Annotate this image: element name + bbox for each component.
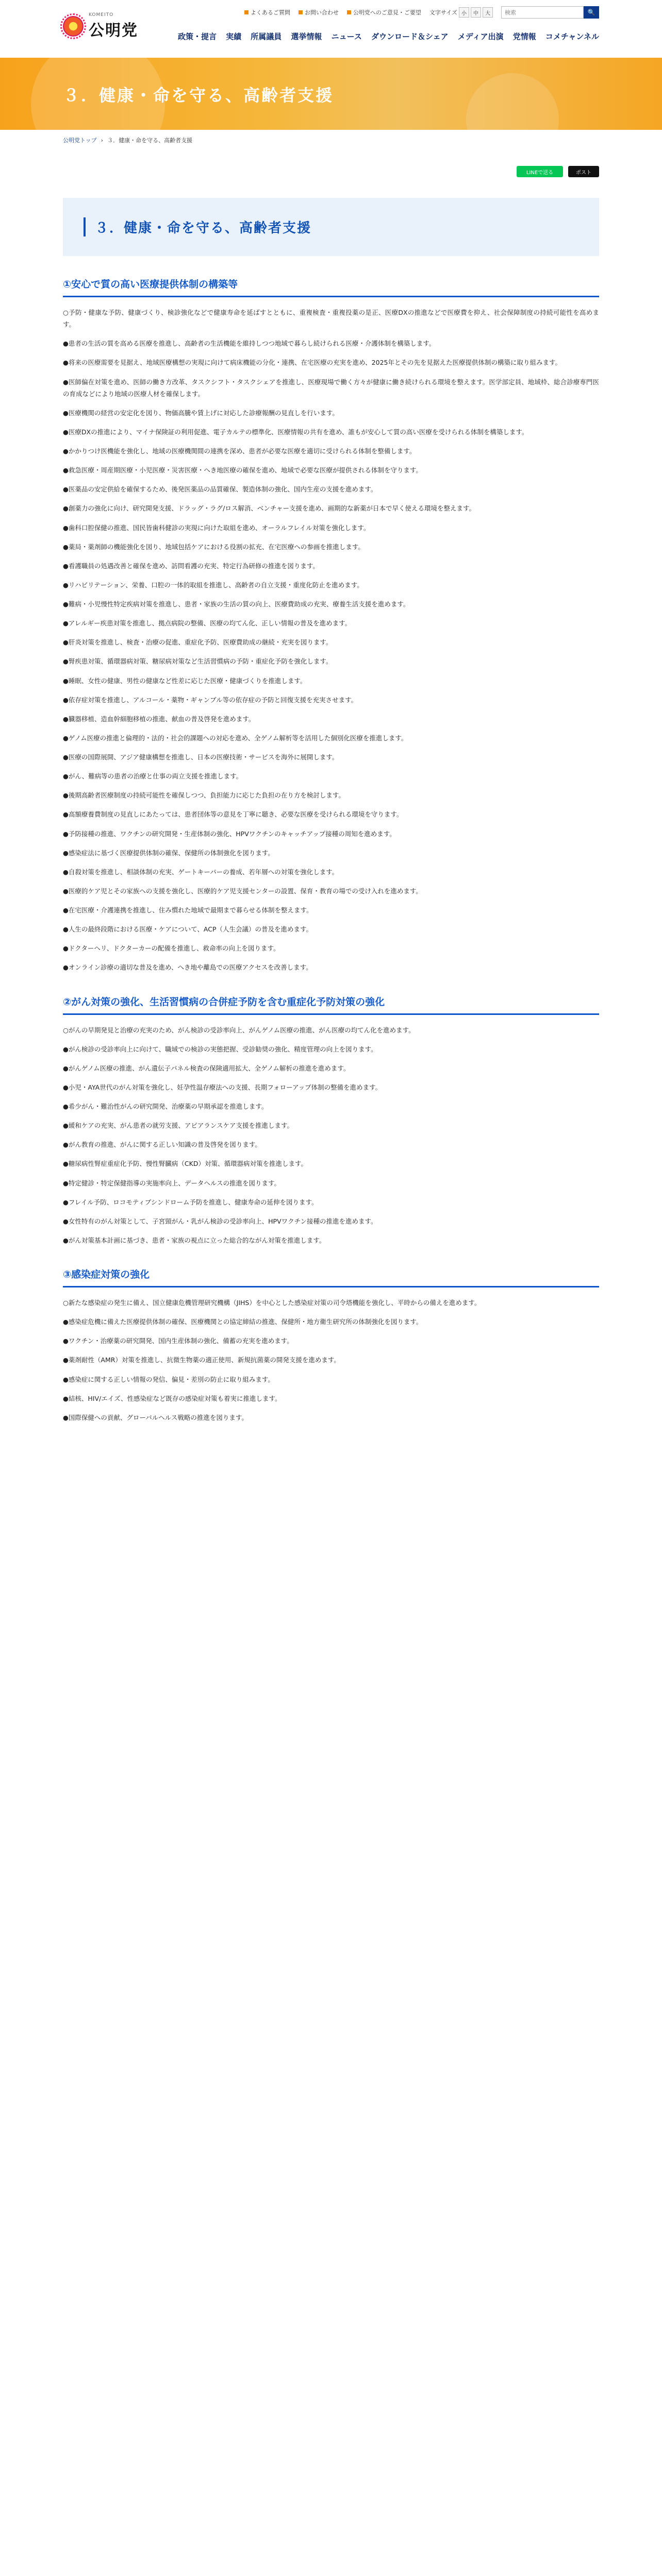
policy-paragraph: ●アレルギー疾患対策を推進し、拠点病院の整備、医療の均てん化、正しい情報の普及を進めます。 bbox=[63, 619, 352, 628]
bullet-icon bbox=[347, 10, 351, 14]
policy-paragraph: ●フレイル予防、ロコモティブシンドローム予防を推進し、健康寿命の延伸を図ります。 bbox=[63, 1198, 318, 1206]
page-title-box bbox=[63, 198, 599, 256]
policy-paragraph: ●がん教育の推進、がんに関する正しい知識の普及啓発を図ります。 bbox=[63, 1141, 261, 1149]
utility-nav bbox=[244, 6, 599, 19]
font-size-label: 文字サイズ bbox=[429, 9, 457, 16]
policy-paragraph: ●医療的ケア児とその家族への支援を強化し、医療的ケア児支援センターの設置、保育・教育の場での受け入れを進めます。 bbox=[63, 887, 422, 895]
policy-paragraph: ●リハビリテーション、栄養、口腔の一体的取組を推進し、高齢者の自立支援・重度化防止を進めます。 bbox=[63, 581, 363, 589]
policy-paragraph: ●感染症に関する正しい情報の発信、偏見・差別の防止に取り組みます。 bbox=[63, 1375, 274, 1383]
policy-paragraph: ●医療の国際展開、アジア健康構想を推進し、日本の医療技術・サービスを海外に展開します。 bbox=[63, 753, 339, 761]
policy-paragraph: ●薬剤耐性（AMR）対策を推進し、抗微生物薬の適正使用、新規抗菌薬の開発支援を進めます。 bbox=[63, 1356, 340, 1364]
policy-paragraph: ●オンライン診療の適切な普及を進め、へき地や離島での医療アクセスを改善します。 bbox=[63, 963, 312, 972]
policy-paragraph: ○新たな感染症の発生に備え、国立健康危機管理研究機構（JIHS）を中心とした感染症対策の司令塔機能を強化し、平時からの備えを進めます。 bbox=[63, 1299, 481, 1307]
search-form bbox=[501, 6, 599, 19]
policy-paragraph: ●感染症法に基づく医療提供体制の確保、保健所の体制強化を図ります。 bbox=[63, 849, 274, 857]
policy-paragraph: ●医薬品の安定供給を確保するため、後発医薬品の品質確保、製造体制の強化、国内生産の支援を進めます。 bbox=[63, 485, 377, 494]
font-size-medium[interactable]: 中 bbox=[471, 7, 481, 18]
policy-paragraph: ●睡眠、女性の健康、男性の健康など性差に応じた医療・健康づくりを推進します。 bbox=[63, 676, 307, 685]
bullet-icon bbox=[244, 10, 249, 14]
font-size-small[interactable]: 小 bbox=[459, 7, 469, 18]
logo-name: 公明党 bbox=[89, 22, 138, 40]
policy-paragraph: ●臓器移植、造血幹細胞移植の推進、献血の普及啓発を進めます。 bbox=[63, 715, 255, 723]
site-header bbox=[0, 0, 662, 58]
page-title: ３．健康・命を守る、高齢者支援 bbox=[84, 217, 578, 236]
policy-paragraph: ●在宅医療・介護連携を推進し、住み慣れた地域で最期まで暮らせる体制を整えます。 bbox=[63, 906, 313, 914]
breadcrumb-separator: › bbox=[101, 137, 104, 144]
nav-achievements[interactable]: 実績 bbox=[226, 32, 242, 41]
policy-paragraph: ●後期高齢者医療制度の持続可能性を確保しつつ、負担能力に応じた負担の在り方を検討します。 bbox=[63, 791, 345, 800]
policy-sections bbox=[63, 277, 599, 1423]
policy-paragraph: ●予防接種の推進、ワクチンの研究開発・生産体制の強化、HPVワクチンのキャッチアップ接種の周知を進めます。 bbox=[63, 829, 396, 838]
policy-paragraph: ●国際保健への貢献、グローバルヘルス戦略の推進を図ります。 bbox=[63, 1413, 248, 1421]
policy-paragraph: ●看護職員の処遇改善と確保を進め、訪問看護の充実、特定行為研修の推進を図ります。 bbox=[63, 562, 319, 570]
policy-paragraph: ●依存症対策を推進し、アルコール・薬物・ギャンブル等の依存症の予防と回復支援を充実させます。 bbox=[63, 696, 358, 704]
policy-paragraph: ●希少がん・難治性がんの研究開発、治療薬の早期承認を推進します。 bbox=[63, 1103, 268, 1110]
breadcrumb-home[interactable]: 公明党トップ bbox=[63, 137, 97, 144]
policy-paragraph: ●医療DXの推進により、マイナ保険証の利用促進、電子カルテの標準化、医療情報の共有を進め、誰もが安心して質の高い医療を受けられる体制を構築します。 bbox=[63, 428, 528, 436]
section-heading: ③感染症対策の強化 bbox=[63, 1267, 599, 1287]
nav-news[interactable]: ニュース bbox=[331, 32, 362, 41]
policy-paragraph: ●自殺対策を推進し、相談体制の充実、ゲートキーパーの養成、若年層への対策を強化します。 bbox=[63, 868, 339, 876]
policy-paragraph: ●女性特有のがん対策として、子宮頸がん・乳がん検診の受診率向上、HPVワクチン接種の推進を進めます。 bbox=[63, 1217, 377, 1225]
font-size-switcher bbox=[429, 7, 493, 18]
policy-paragraph: ●特定健診・特定保健指導の実施率向上、データヘルスの推進を図ります。 bbox=[63, 1179, 281, 1187]
hero-banner bbox=[0, 58, 662, 130]
share-line-button[interactable]: LINEで送る bbox=[517, 166, 563, 177]
util-link-opinion[interactable]: 公明党へのご意見・ご要望 bbox=[347, 8, 421, 16]
policy-paragraph: ●緩和ケアの充実、がん患者の就労支援、アピアランスケア支援を推進します。 bbox=[63, 1122, 294, 1130]
policy-paragraph: ●将来の医療需要を見据え、地域医療構想の実現に向けて病床機能の分化・連携、在宅医療の充実を進め、2025年とその先を見据えた医療提供体制の構築に取り組みます。 bbox=[63, 359, 561, 367]
policy-section bbox=[63, 994, 599, 1247]
breadcrumb bbox=[0, 130, 662, 150]
logo-kana: KOMEITO bbox=[89, 12, 114, 18]
nav-election[interactable]: 選挙情報 bbox=[291, 32, 322, 41]
hero-title: ３．健康・命を守る、高齢者支援 bbox=[63, 86, 334, 105]
nav-media[interactable]: メディア出演 bbox=[457, 32, 504, 41]
search-button[interactable] bbox=[584, 6, 599, 19]
policy-paragraph: ●患者の生活の質を高める医療を推進し、高齢者の生活機能を維持しつつ地域で暮らし続けられる医療・介護体制を構築します。 bbox=[63, 340, 436, 348]
policy-paragraph: ●糖尿病性腎症重症化予防、慢性腎臓病（CKD）対策、循環器病対策を推進します。 bbox=[63, 1160, 307, 1168]
policy-paragraph: ●がん、難病等の患者の治療と仕事の両立支援を推進します。 bbox=[63, 772, 243, 781]
main-content bbox=[63, 150, 599, 1423]
font-size-large[interactable]: 大 bbox=[483, 7, 493, 18]
policy-section bbox=[63, 277, 599, 974]
policy-paragraph: ●小児・AYA世代のがん対策を強化し、妊孕性温存療法への支援、長期フォローアップ体制の整備を進めます。 bbox=[63, 1083, 382, 1091]
policy-paragraph: ●難病・小児慢性特定疾病対策を推進し、患者・家族の生活の質の向上、医療費助成の充実、療養生活支援を進めます。 bbox=[63, 600, 410, 608]
policy-paragraph: ○予防・健康な予防、健康づくり、検診強化などで健康寿命を延ばすとともに、重複検査・重複投薬の是正、医療DXの推進などで医療費を抑え、社会保障制度の持続可能性を高めます。 bbox=[63, 309, 599, 329]
policy-paragraph: ●ワクチン・治療薬の研究開発、国内生産体制の強化、備蓄の充実を進めます。 bbox=[63, 1337, 293, 1345]
policy-paragraph: ●ドクターヘリ、ドクターカーの配備を推進し、救命率の向上を図ります。 bbox=[63, 944, 280, 953]
policy-paragraph: ●感染症危機に備えた医療提供体制の確保、医療機関との協定締結の推進、保健所・地方衛生研究所の体制強化を図ります。 bbox=[63, 1318, 423, 1326]
nav-channel[interactable]: コメチャンネル bbox=[545, 32, 599, 41]
policy-paragraph: ●がん対策基本計画に基づき、患者・家族の視点に立った総合的ながん対策を推進します。 bbox=[63, 1236, 326, 1244]
share-x-button[interactable]: ポスト bbox=[568, 166, 599, 177]
nav-party-info[interactable]: 党情報 bbox=[512, 32, 536, 41]
policy-paragraph: ●救急医療・周産期医療・小児医療・災害医療・へき地医療の確保を進め、地域で必要な医療が提供される体制を守ります。 bbox=[63, 466, 422, 474]
section-heading: ①安心で質の高い医療提供体制の構築等 bbox=[63, 277, 599, 297]
site-logo[interactable] bbox=[63, 12, 138, 40]
breadcrumb-current: ３．健康・命を守る、高齢者支援 bbox=[107, 137, 193, 144]
policy-paragraph: ●高額療養費制度の見直しにあたっては、患者団体等の意見を丁寧に聴き、必要な医療を受けられる環境を守ります。 bbox=[63, 810, 403, 819]
util-link-contact[interactable]: お問い合わせ bbox=[299, 8, 339, 16]
policy-paragraph: ●がんゲノム医療の推進、がん遺伝子パネル検査の保険適用拡大、全ゲノム解析の推進を進めます。 bbox=[63, 1064, 350, 1072]
policy-section bbox=[63, 1267, 599, 1423]
nav-policy[interactable]: 政策・提言 bbox=[178, 32, 217, 41]
policy-paragraph: ●肝炎対策を推進し、検査・治療の促進、重症化予防、医療費助成の継続・充実を図ります。 bbox=[63, 638, 333, 647]
nav-members[interactable]: 所属議員 bbox=[251, 32, 282, 41]
nav-download[interactable]: ダウンロード＆シェア bbox=[371, 32, 449, 41]
policy-paragraph: ●薬局・薬剤師の機能強化を図り、地域包括ケアにおける役割の拡充、在宅医療への参画を推進します。 bbox=[63, 543, 365, 551]
global-nav bbox=[178, 28, 599, 46]
policy-paragraph: ●かかりつけ医機能を強化し、地域の医療機関間の連携を深め、患者が必要な医療を適切に受けられる体制を整備します。 bbox=[63, 447, 416, 455]
policy-paragraph: ●がん検診の受診率向上に向けて、職域での検診の実態把握、受診勧奨の強化、精度管理の向上を図ります。 bbox=[63, 1045, 377, 1053]
search-input[interactable] bbox=[501, 6, 584, 19]
policy-paragraph: ●人生の最終段階における医療・ケアについて、ACP（人生会議）の普及を進めます。 bbox=[63, 925, 313, 934]
share-buttons bbox=[63, 150, 599, 198]
policy-paragraph: ●医師偏在対策を進め、医師の働き方改革、タスクシフト・タスクシェアを推進し、医療現場で働く方々が健康に働き続けられる環境を整えます。医学部定員、地域枠、総合診療専門医の育成などにより地域の医療人材を確保します。 bbox=[63, 378, 599, 398]
section-heading: ②がん対策の強化、生活習慣病の合併症予防を含む重症化予防対策の強化 bbox=[63, 994, 599, 1015]
komeito-logo-icon bbox=[63, 16, 84, 37]
policy-paragraph: ●創薬力の強化に向け、研究開発支援、ドラッグ・ラグ/ロス解消、ベンチャー支援を進め、画期的な新薬が日本で早く使える環境を整えます。 bbox=[63, 504, 475, 513]
policy-paragraph: ●医療機関の経営の安定化を図り、物価高騰や賃上げに対応した診療報酬の見直しを行います。 bbox=[63, 409, 339, 417]
policy-paragraph: ●腎疾患対策、循環器病対策、糖尿病対策など生活習慣病の予防・重症化予防を強化します。 bbox=[63, 657, 333, 666]
policy-paragraph: ●ゲノム医療の推進と倫理的・法的・社会的課題への対応を進め、全ゲノム解析等を活用した個別化医療を推進します。 bbox=[63, 734, 408, 742]
policy-paragraph: ○がんの早期発見と治療の充実のため、がん検診の受診率向上、がんゲノム医療の推進、がん医療の均てん化を進めます。 bbox=[63, 1026, 415, 1034]
util-link-faq[interactable]: よくあるご質問 bbox=[244, 8, 290, 16]
policy-paragraph: ●結核、HIV/エイズ、性感染症など既存の感染症対策も着実に推進します。 bbox=[63, 1394, 282, 1402]
bullet-icon bbox=[299, 10, 303, 14]
policy-paragraph: ●歯科口腔保健の推進、国民皆歯科健診の実現に向けた取組を進め、オーラルフレイル対策を強化します。 bbox=[63, 523, 370, 532]
search-icon: 🔍 bbox=[587, 9, 595, 16]
